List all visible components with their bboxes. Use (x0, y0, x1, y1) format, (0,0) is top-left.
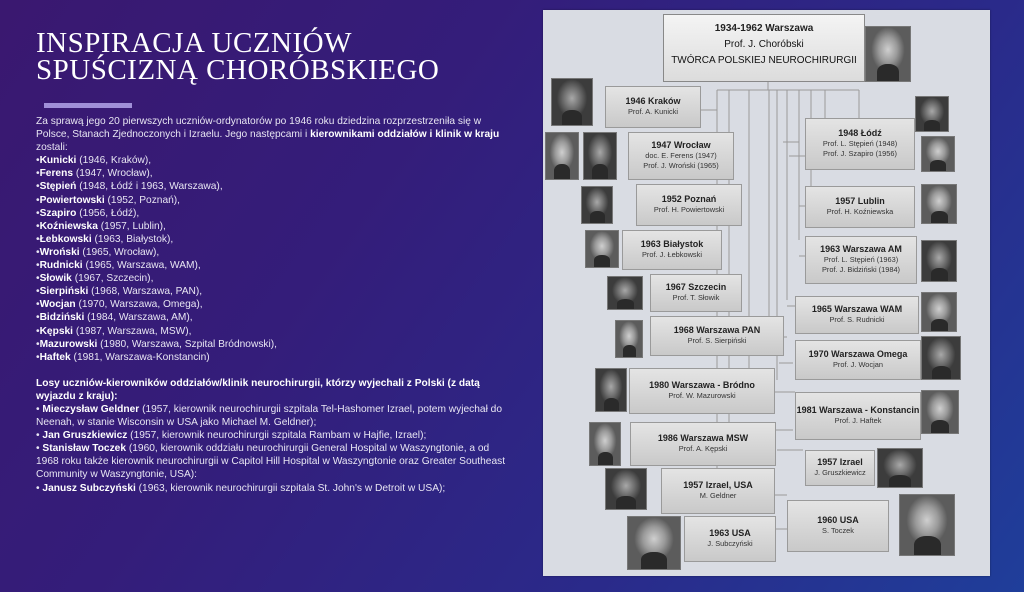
successor-detail: (1965, Wrocław), (79, 246, 160, 258)
successor-detail: (1970, Warszawa, Omega), (75, 299, 203, 311)
successor-detail: (1980, Warszawa, Szpital Bródnowski), (97, 338, 277, 350)
tree-node-title: 1963 Warszawa AM (820, 243, 902, 254)
portrait-photo (627, 516, 681, 570)
portrait-photo (921, 292, 957, 332)
tree-node-person: Prof. J. Łebkowski (642, 249, 702, 259)
tree-node-right-1 (805, 186, 915, 228)
successor-name: Ferens (39, 168, 73, 180)
successor-item: •Sierpiński (1968, Warszawa, PAN), (36, 286, 203, 298)
successor-detail: (1965, Warszawa, WAM), (82, 260, 201, 272)
tree-node-title: 1946 Kraków (625, 95, 681, 106)
tree-node-person: Prof. T. Słowik (672, 292, 720, 302)
tree-node-person: Prof. H. Powiertowski (653, 204, 725, 214)
successor-name: Szapiro (39, 207, 77, 219)
tree-node-title: 1960 USA (817, 514, 859, 525)
tree-node-title: 1980 Warszawa - Bródno (649, 379, 755, 390)
portrait-photo (545, 132, 579, 180)
title-accent-bar (44, 103, 132, 108)
successor-detail: (1967, Szczecin), (71, 273, 154, 285)
emigrants-heading-line-1: Losy uczniów-kierowników oddziałów/klinik neurochirurgii, którzy wyjechali z (36, 377, 412, 389)
emigrant-detail: (1957, kierownik neurochirurgii szpitala Rambam w Hajfie, Izrael); (127, 430, 427, 442)
slide-title-line-1: INSPIRACJA UCZNIÓW (36, 27, 352, 59)
tree-node-title: 1963 USA (709, 527, 751, 538)
successor-detail: (1968, Warszawa, PAN), (88, 286, 203, 298)
tree-node-right-6 (805, 450, 875, 486)
tree-node-left-0 (605, 86, 701, 128)
tree-node-title: 1986 Warszawa MSW (657, 432, 749, 443)
successor-detail: (1981, Warszawa-Konstancin) (70, 351, 210, 363)
successor-item: •Rudnicki (1965, Warszawa, WAM), (36, 260, 201, 272)
tree-node-left-6 (629, 368, 775, 414)
body-text (36, 115, 506, 495)
successor-name: Haftek (39, 351, 71, 363)
emigrant-item: • Mieczysław Geldner (1957, kierownik neurochirurgii szpitala Tel-Hashomer Izrael, potem wyjechał do Neenah, w stanie Wisconsin w USA jako Michael M. Geldner); (36, 403, 502, 429)
portrait-photo (605, 468, 647, 510)
successor-item: •Kunicki (1946, Kraków), (36, 155, 152, 167)
successor-detail: (1987, Warszawa, MSW), (73, 325, 192, 337)
successor-item: •Słowik (1967, Szczecin), (36, 273, 154, 285)
intro-paragraph (36, 115, 506, 154)
tree-node-person: Prof. J. Bidziński (1984) (821, 264, 901, 274)
emigrants-heading (36, 377, 506, 403)
successor-item: •Szapiro (1956, Łódź), (36, 207, 140, 219)
tree-node-left-3 (622, 230, 722, 270)
root-name: Prof. J. Choróbski (724, 39, 804, 50)
photo-chorobski (865, 26, 911, 82)
tree-node-person: J. Gruszkiewicz (814, 467, 866, 477)
emigrant-name: Janusz Subczyński (42, 482, 136, 494)
successor-item: •Koźniewska (1957, Lublin), (36, 220, 166, 232)
tree-node-person: doc. E. Ferens (1947) (645, 150, 717, 160)
successor-name: Wroński (39, 246, 80, 258)
emigrant-name: Stanisław Toczek (42, 443, 127, 455)
successor-item: •Wocjan (1970, Warszawa, Omega), (36, 299, 203, 311)
portrait-photo (921, 184, 957, 224)
tree-node-person: S. Toczek (822, 525, 854, 535)
successor-detail: (1946, Kraków), (76, 155, 152, 167)
tree-node-title: 1968 Warszawa PAN (673, 324, 761, 335)
tree-node-right-4 (795, 340, 921, 380)
successor-name: Sierpiński (39, 286, 89, 298)
tree-node-person: Prof. W. Mazurowski (668, 390, 736, 400)
slide-title-line-2: SPUŚCIZNĄ CHORÓBSKIEGO (36, 54, 440, 86)
successor-list (36, 154, 506, 364)
tree-node-left-7 (630, 422, 776, 466)
tree-node-left-5 (650, 316, 784, 356)
portrait-photo (589, 422, 621, 466)
successor-detail: (1957, Lublin), (97, 220, 166, 232)
emigrant-detail: (1963, kierownik neurochirurgii szpitala St. John's w Detroit w USA); (135, 482, 446, 494)
successor-item: •Powiertowski (1952, Poznań), (36, 194, 181, 206)
portrait-photo (921, 240, 957, 282)
successor-name: Bidziński (39, 312, 85, 324)
intro-bold-text: kierownikami oddziałów i klinik w kraju (310, 129, 500, 141)
tree-node-right-0 (805, 118, 915, 170)
portrait-photo (585, 230, 619, 268)
tree-node-title: 1957 Lublin (835, 195, 885, 206)
tree-node-title: 1952 Poznań (661, 193, 717, 204)
tree-node-right-2 (805, 236, 917, 284)
tree-node-person: Prof. S. Sierpiński (687, 335, 747, 345)
tree-node-title: 1963 Białystok (640, 238, 704, 249)
emigrant-item: • Jan Gruszkiewicz (1957, kierownik neurochirurgii szpitala Rambam w Hajfie, Izrael); (36, 430, 427, 442)
tree-node-title: 1947 Wrocław (651, 139, 711, 150)
successor-name: Kunicki (39, 155, 77, 167)
tree-node-left-1 (628, 132, 734, 180)
portrait-photo (551, 78, 593, 126)
successor-name: Rudnicki (39, 260, 83, 272)
emigrant-name: Jan Gruszkiewicz (42, 430, 128, 442)
successor-item: •Stępień (1948, Łódź i 1963, Warszawa), (36, 181, 223, 193)
slide-title (36, 27, 440, 86)
successor-item: •Kępski (1987, Warszawa, MSW), (36, 325, 192, 337)
tree-node-right-5 (795, 392, 921, 440)
successor-item: •Łebkowski (1963, Białystok), (36, 233, 174, 245)
tree-node-title: 1957 Izrael, USA (683, 479, 753, 490)
tree-node-left-4 (650, 274, 742, 312)
tree-node-title: 1957 Izrael (817, 456, 863, 467)
tree-node-title: 1967 Szczecin (665, 281, 727, 292)
tree-node-person: Prof. A. Kunicki (627, 106, 679, 116)
tree-node-title: 1948 Łódź (838, 127, 882, 138)
tree-node-person: Prof. S. Rudnicki (829, 314, 885, 324)
successor-item: •Mazurowski (1980, Warszawa, Szpital Bródnowski), (36, 338, 277, 350)
emigrant-detail: (1957, kierownik neurochirurgii szpitala Tel-Hashomer Izrael, potem wyjechał do Neenah, w stanie Wisconsin w USA jako Michael M. Geldner); (36, 403, 502, 429)
successor-detail: (1952, Poznań), (104, 194, 181, 206)
portrait-photo (899, 494, 955, 556)
emigrant-detail: (1960, kierownik oddziału neurochirurgii General Hospital w Waszyngtonie, a od 1968 roku także kierownik neurochirurgii w Capitol Hill Hospital w Waszyngtonie oraz Greater Southeast Community w Waszyngtonie, USA): (36, 443, 506, 481)
portrait-photo (595, 368, 627, 412)
portrait-photo (921, 390, 959, 434)
successor-item: •Bidziński (1984, Warszawa, AM), (36, 312, 193, 324)
successor-item: •Wroński (1965, Wrocław), (36, 246, 160, 258)
tree-node-person: Prof. J. Haftek (834, 415, 882, 425)
tree-node-person: Prof. L. Stępień (1948) (822, 138, 898, 148)
tree-node-right-3 (795, 296, 919, 334)
family-tree-panel (543, 10, 990, 576)
successor-name: Stępień (39, 181, 77, 193)
tree-node-person: Prof. L. Stępień (1963) (823, 254, 899, 264)
portrait-photo (877, 448, 923, 488)
tree-node-left-2 (636, 184, 742, 226)
tree-node-person: Prof. J. Szapiro (1956) (823, 148, 897, 158)
tree-node-person: Prof. A. Kępski (678, 443, 728, 453)
emigrant-item: • Janusz Subczyński (1963, kierownik neurochirurgii szpitala St. John's w Detroit w USA); (36, 482, 446, 494)
successor-name: Wocjan (39, 299, 76, 311)
successor-name: Powiertowski (39, 194, 105, 206)
tree-node-left-9 (684, 516, 776, 562)
portrait-photo (615, 320, 643, 358)
successor-item: •Haftek (1981, Warszawa-Konstancin) (36, 351, 210, 363)
portrait-photo (581, 186, 613, 224)
tree-node-person: Prof. H. Koźniewska (826, 206, 894, 216)
tree-node-left-8 (661, 468, 775, 514)
tree-root-node (663, 14, 865, 82)
successor-name: Kępski (39, 325, 73, 337)
successor-name: Mazurowski (39, 338, 98, 350)
portrait-photo (921, 136, 955, 172)
tree-node-person: Prof. J. Wocjan (833, 359, 883, 369)
portrait-photo (915, 96, 949, 132)
tree-node-title: 1981 Warszawa - Konstancin (796, 404, 920, 415)
portrait-photo (607, 276, 643, 310)
successor-detail: (1963, Białystok), (91, 233, 174, 245)
successor-name: Słowik (39, 273, 72, 285)
emigrant-list (36, 403, 506, 495)
intro-end-text: zostali: (36, 142, 68, 154)
successor-detail: (1947, Wrocław), (73, 168, 153, 180)
tree-node-title: 1965 Warszawa WAM (811, 303, 903, 314)
tree-node-right-7 (787, 500, 889, 552)
emigrant-name: Mieczysław Geldner (42, 403, 140, 415)
portrait-photo (583, 132, 617, 180)
successor-detail: (1956, Łódź), (76, 207, 140, 219)
tree-node-person: J. Subczyński (707, 538, 753, 548)
emigrants-heading-line-2: Polski (z datą wyjazdu z kraju): (36, 377, 480, 402)
successor-detail: (1984, Warszawa, AM), (84, 312, 193, 324)
tree-node-person: Prof. J. Wroński (1965) (643, 160, 719, 170)
root-role: TWÓRCA POLSKIEJ NEUROCHIRURGII (671, 55, 857, 66)
portrait-photo (921, 336, 961, 380)
tree-node-title: 1970 Warszawa Omega (808, 348, 908, 359)
intro-text: Za sprawą jego 20 pierwszych uczniów-ordynatorów po 1946 roku dziedzina rozprzestrzeniła się w Polsce, Stanach Zjednoczonych i Izraelu. Jego następcami i (36, 116, 482, 141)
successor-name: Koźniewska (39, 220, 98, 232)
successor-detail: (1948, Łódź i 1963, Warszawa), (76, 181, 223, 193)
tree-node-person: M. Geldner (699, 490, 737, 500)
root-year: 1934-1962 Warszawa (714, 23, 814, 34)
successor-name: Łebkowski (39, 233, 92, 245)
successor-item: •Ferens (1947, Wrocław), (36, 168, 153, 180)
emigrant-item: • Stanisław Toczek (1960, kierownik oddziału neurochirurgii General Hospital w Waszyngtonie, a od 1968 roku także kierownik neurochirurgii w Capitol Hill Hospital w Waszyngtonie oraz Greater Southeast Community w Waszyngtonie, USA): (36, 443, 506, 481)
